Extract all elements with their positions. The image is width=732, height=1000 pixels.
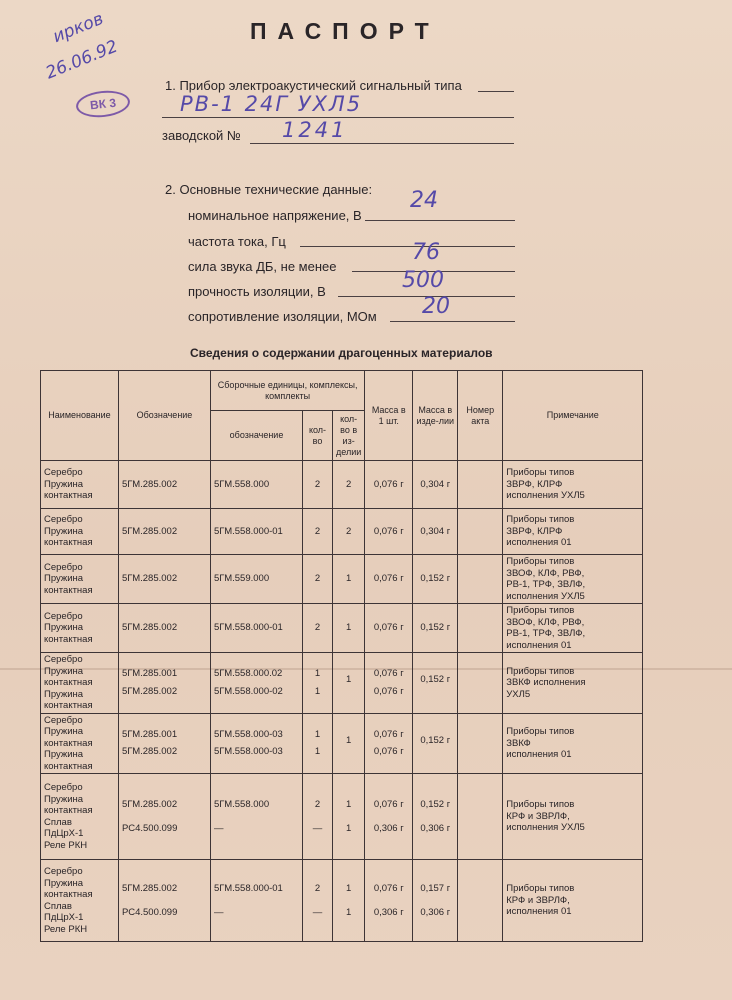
cell-qty-line: 2	[314, 883, 321, 894]
cell-mass-each	[365, 774, 413, 860]
cell-note-line: РВ-1, ТРФ, ЗВЛФ,	[506, 628, 586, 639]
cell-designation-line: 5ГМ.285.002	[122, 478, 178, 490]
cell-note-line: ЗВОФ, КЛФ, РВФ,	[506, 616, 585, 628]
cell-mass-each	[365, 461, 413, 509]
cell-mass-in-product	[413, 653, 458, 714]
header-name: Наименование	[41, 371, 119, 461]
table-row	[41, 653, 643, 714]
section2-label: 2. Основные технические данные:	[165, 182, 373, 197]
cell-note-line: исполнения 01	[506, 537, 572, 549]
cell-assembly	[211, 555, 303, 604]
cell-act-number	[458, 604, 503, 653]
cell-qty-line: 1	[314, 746, 321, 758]
cell-qty-in-product	[333, 461, 365, 509]
cell-qty	[303, 461, 333, 509]
cell-designation	[119, 509, 211, 555]
cell-name-line: Пружина	[44, 749, 84, 760]
cell-name-line: Сплав	[44, 900, 72, 912]
cell-name-line: контактная	[44, 889, 93, 900]
handwritten-date: 26.06.92	[43, 36, 121, 84]
cell-act-number	[458, 509, 503, 555]
cell-designation	[119, 555, 211, 604]
cell-qty-in-product-line: 1	[345, 622, 352, 634]
cell-mass-in-product	[413, 774, 458, 860]
cell-name-line: Реле РКН	[44, 839, 88, 851]
param-frequency-underline	[300, 246, 515, 247]
cell-assembly-line: 5ГМ.559.000	[214, 573, 270, 585]
cell-qty-in-product	[333, 713, 365, 774]
cell-name	[41, 604, 119, 653]
cell-mass-in-product-line: 0,304 г	[420, 525, 451, 537]
cell-note-line: Приборы типов	[506, 883, 575, 895]
cell-note	[503, 461, 643, 509]
cell-assembly-line: 5ГМ.558.000-01	[214, 883, 283, 894]
cell-assembly	[211, 653, 303, 714]
header-note: Примечание	[503, 371, 643, 461]
cell-mass-in-product-line: 0,152 г	[420, 573, 451, 585]
cell-note-line: ЗВКФ	[506, 737, 531, 749]
cell-mass-in-product	[413, 604, 458, 653]
cell-mass-in-product	[413, 713, 458, 774]
header-assembly-designation: обозначение	[211, 411, 303, 461]
cell-designation	[119, 653, 211, 714]
cell-qty-in-product	[333, 774, 365, 860]
cell-mass-in-product-line: 0,157 г	[420, 883, 451, 894]
cell-name-line: ПдЦрХ-1	[44, 912, 84, 923]
table-row	[41, 713, 643, 774]
cell-designation-line: 5ГМ.285.002	[122, 799, 178, 810]
cell-name-line: Серебро	[44, 782, 83, 793]
cell-note-line: УХЛ5	[506, 688, 531, 700]
cell-mass-each	[365, 860, 413, 942]
cell-qty-line: 1	[314, 685, 321, 697]
cell-note-line: Приборы типов	[506, 665, 575, 677]
table-row	[41, 461, 643, 509]
cell-name-line: контактная	[44, 760, 93, 772]
cell-designation	[119, 774, 211, 860]
table-row	[41, 555, 643, 604]
cell-note-line: исполнения 01	[506, 749, 572, 760]
cell-name-line: Пружина	[44, 573, 84, 585]
header-designation: Обозначение	[119, 371, 211, 461]
cell-note-line: Приборы типов	[506, 726, 575, 737]
header-qty-in-product: кол-во в из-делии	[333, 411, 365, 461]
cell-name-line: Пружина	[44, 478, 84, 490]
cell-qty-in-product-line: 1	[345, 799, 352, 810]
cell-designation-line: 5ГМ.285.002	[122, 573, 178, 585]
cell-note-line: исполнения 01	[506, 639, 572, 651]
cell-designation-line: 5ГМ.285.002	[122, 685, 178, 697]
cell-assembly-line: —	[214, 906, 224, 918]
cell-qty-line: 2	[314, 622, 321, 634]
cell-qty-line: 2	[314, 573, 321, 585]
cell-mass-each-line: 0,076 г	[373, 478, 404, 490]
cell-note-line: исполнения УХЛ5	[506, 490, 585, 502]
cell-mass-in-product	[413, 860, 458, 942]
header-mass-in-product: Масса в изде-лии	[413, 371, 458, 461]
cell-assembly-line: —	[214, 822, 224, 834]
cell-name-line: Сплав	[44, 816, 72, 828]
cell-designation-line: 5ГМ.285.002	[122, 622, 178, 634]
cell-note-line: ЗВКФ исполнения	[506, 677, 586, 688]
cell-qty-in-product-line: 1	[345, 734, 352, 746]
cell-note	[503, 555, 643, 604]
cell-name-line: контактная	[44, 737, 93, 749]
cell-assembly-line: 5ГМ.558.000-02	[214, 685, 283, 697]
cell-mass-each-line: 0,076 г	[373, 622, 404, 634]
inspection-stamp	[75, 88, 131, 120]
cell-name-line: контактная	[44, 537, 93, 549]
cell-qty	[303, 713, 333, 774]
param-strength-label: прочность изоляции, В	[188, 284, 326, 299]
cell-note-line: исполнения УХЛ5	[506, 822, 585, 834]
cell-qty-line: 2	[314, 525, 321, 537]
param-voltage-value: 24	[410, 188, 438, 213]
cell-name	[41, 555, 119, 604]
cell-designation-line: 5ГМ.285.001	[122, 728, 178, 740]
cell-qty	[303, 653, 333, 714]
table-row	[41, 860, 643, 942]
cell-designation-line: РС4.500.099	[122, 822, 178, 834]
cell-note	[503, 713, 643, 774]
cell-qty-line: —	[312, 822, 323, 834]
cell-name	[41, 653, 119, 714]
cell-mass-in-product-line: 0,152 г	[420, 622, 451, 634]
cell-qty-in-product-line: 2	[345, 525, 352, 537]
cell-act-number	[458, 653, 503, 714]
cell-name-line: Серебро	[44, 610, 83, 622]
param-resistance-underline	[390, 321, 515, 322]
param-strength-value: 500	[402, 268, 444, 293]
cell-name	[41, 461, 119, 509]
factory-label: заводской №	[162, 128, 241, 143]
cell-note-line: Приборы типов	[506, 556, 575, 567]
param-resistance-label: сопротивление изоляции, МОм	[188, 309, 377, 324]
cell-qty	[303, 604, 333, 653]
precious-materials-table	[40, 370, 643, 942]
cell-act-number	[458, 860, 503, 942]
param-voltage-label: номинальное напряжение, В	[188, 208, 362, 223]
cell-name-line: Пружина	[44, 525, 84, 537]
cell-qty-line: 2	[314, 478, 321, 490]
cell-mass-each-line: 0,076 г	[373, 668, 404, 680]
cell-qty-in-product	[333, 509, 365, 555]
cell-note-line: Приборы типов	[506, 605, 575, 616]
cell-note-line: Приборы типов	[506, 514, 575, 526]
cell-assembly	[211, 713, 303, 774]
cell-qty-line: —	[312, 906, 323, 918]
cell-name-line: контактная	[44, 633, 93, 645]
cell-qty-in-product	[333, 555, 365, 604]
cell-qty-line: 2	[314, 799, 321, 810]
cell-name-line: Пружина	[44, 622, 84, 634]
cell-mass-each-line: 0,076 г	[373, 525, 404, 537]
cell-mass-in-product-line: 0,152 г	[420, 734, 451, 746]
cell-note-line: РВ-1, ТРФ, ЗВЛФ,	[506, 579, 586, 590]
cell-name	[41, 774, 119, 860]
cell-act-number	[458, 774, 503, 860]
cell-name	[41, 860, 119, 942]
header-assembly: Сборочные единицы, комплексы, комплекты	[211, 371, 365, 411]
cell-name-line: контактная	[44, 805, 93, 816]
factory-underline	[250, 143, 514, 144]
cell-note-line: Приборы типов	[506, 799, 575, 811]
cell-designation	[119, 860, 211, 942]
cell-designation-line: 5ГМ.285.002	[122, 883, 178, 894]
cell-qty-in-product-line: 1	[345, 906, 352, 918]
cell-note-line: КРФ и ЗВРЛФ,	[506, 894, 570, 906]
cell-note-line: исполнения УХЛ5	[506, 590, 585, 602]
cell-qty-in-product	[333, 860, 365, 942]
cell-name	[41, 713, 119, 774]
cell-designation	[119, 713, 211, 774]
cell-note-line: исполнения 01	[506, 906, 572, 918]
cell-mass-each-line: 0,076 г	[373, 685, 404, 697]
cell-note-line: ЗВРФ, КЛРФ	[506, 525, 563, 537]
param-sound-label: сила звука ДБ, не менее	[188, 259, 337, 274]
cell-mass-each-line: 0,076 г	[373, 573, 404, 585]
param-sound-value: 76	[412, 240, 440, 265]
cell-designation-line: 5ГМ.285.001	[122, 668, 178, 680]
cell-name-line: ПдЦрХ-1	[44, 828, 84, 839]
cell-assembly-line: 5ГМ.558.000-01	[214, 525, 283, 537]
cell-mass-each-line: 0,076 г	[373, 746, 404, 758]
cell-note	[503, 509, 643, 555]
cell-name-line: Серебро	[44, 866, 83, 877]
stamp-text: ВК 3	[89, 95, 117, 113]
section1-label: 1. Прибор электроакустический сигнальный типа	[165, 78, 462, 93]
type-underline-short	[478, 91, 514, 92]
cell-mass-each-line: 0,076 г	[373, 799, 404, 810]
header-act-number: Номер акта	[458, 371, 503, 461]
cell-name-line: Пружина	[44, 877, 84, 889]
cell-assembly-line: 5ГМ.558.000-03	[214, 746, 283, 758]
cell-qty-in-product-line: 1	[345, 822, 352, 834]
cell-assembly	[211, 860, 303, 942]
cell-qty-in-product	[333, 653, 365, 714]
cell-assembly-line: 5ГМ.558.000-03	[214, 728, 283, 740]
cell-mass-in-product-line: 0,152 г	[420, 674, 451, 685]
cell-designation-line: 5ГМ.285.002	[122, 746, 178, 758]
cell-name-line: Серебро	[44, 514, 83, 526]
factory-value: 1241	[282, 118, 348, 142]
cell-assembly-line: 5ГМ.558.000	[214, 478, 270, 490]
cell-mass-each	[365, 604, 413, 653]
cell-act-number	[458, 461, 503, 509]
cell-mass-each-line: 0,306 г	[373, 822, 404, 834]
cell-name-line: Пружина	[44, 688, 84, 700]
cell-mass-each-line: 0,076 г	[373, 728, 404, 740]
cell-name-line: контактная	[44, 490, 93, 502]
cell-note	[503, 774, 643, 860]
cell-name-line: Пружина	[44, 793, 84, 805]
cell-designation-line: РС4.500.099	[122, 906, 178, 918]
cell-name-line: Серебро	[44, 561, 83, 573]
param-resistance-value: 20	[422, 294, 450, 319]
cell-name-line: Пружина	[44, 726, 84, 737]
cell-name-line: Серебро	[44, 467, 83, 479]
cell-designation	[119, 461, 211, 509]
cell-qty	[303, 555, 333, 604]
cell-note-line: ЗВОФ, КЛФ, РВФ,	[506, 567, 585, 579]
cell-assembly	[211, 774, 303, 860]
table-row	[41, 774, 643, 860]
cell-mass-in-product-line: 0,306 г	[420, 906, 451, 918]
cell-qty	[303, 774, 333, 860]
cell-qty	[303, 860, 333, 942]
cell-name-line: Реле РКН	[44, 923, 88, 935]
type-value: РВ-1 24Г УХЛ5	[180, 92, 363, 116]
cell-note	[503, 653, 643, 714]
cell-assembly-line: 5ГМ.558.000-01	[214, 622, 283, 634]
cell-qty-line: 1	[314, 668, 321, 680]
cell-mass-in-product-line: 0,304 г	[420, 478, 451, 490]
param-voltage-underline	[365, 220, 515, 221]
cell-mass-each	[365, 509, 413, 555]
cell-qty-in-product	[333, 604, 365, 653]
cell-mass-in-product	[413, 555, 458, 604]
cell-mass-each-line: 0,306 г	[373, 906, 404, 918]
cell-qty-in-product-line: 1	[345, 573, 352, 585]
cell-mass-in-product-line: 0,152 г	[420, 799, 451, 810]
cell-note	[503, 604, 643, 653]
cell-name-line: Пружина	[44, 665, 84, 677]
cell-name-line: контактная	[44, 584, 93, 596]
cell-designation	[119, 604, 211, 653]
cell-assembly	[211, 461, 303, 509]
table-heading: Сведения о содержании драгоценных материалов	[190, 346, 493, 360]
cell-name-line: Серебро	[44, 654, 83, 665]
cell-note-line: Приборы типов	[506, 467, 575, 479]
cell-note	[503, 860, 643, 942]
cell-qty-in-product-line: 2	[345, 478, 352, 490]
header-mass-each: Масса в 1 шт.	[365, 371, 413, 461]
cell-mass-each-line: 0,076 г	[373, 883, 404, 894]
cell-mass-in-product-line: 0,306 г	[420, 822, 451, 834]
cell-name-line: контактная	[44, 677, 93, 688]
cell-name	[41, 509, 119, 555]
handwritten-note: ирков	[50, 8, 107, 48]
cell-assembly-line: 5ГМ.558.000.02	[214, 668, 283, 680]
page-title: ПАСПОРТ	[250, 18, 440, 44]
header-qty: кол-во	[303, 411, 333, 461]
cell-mass-each	[365, 713, 413, 774]
table-row	[41, 509, 643, 555]
cell-assembly-line: 5ГМ.558.000	[214, 799, 270, 810]
cell-assembly	[211, 509, 303, 555]
cell-act-number	[458, 555, 503, 604]
cell-note-line: ЗВРФ, КЛРФ	[506, 478, 563, 490]
cell-act-number	[458, 713, 503, 774]
cell-assembly	[211, 604, 303, 653]
cell-mass-each	[365, 555, 413, 604]
cell-mass-in-product	[413, 509, 458, 555]
cell-note-line: КРФ и ЗВРЛФ,	[506, 810, 570, 822]
cell-mass-each	[365, 653, 413, 714]
cell-designation-line: 5ГМ.285.002	[122, 525, 178, 537]
cell-qty-in-product-line: 1	[345, 883, 352, 894]
cell-name-line: Серебро	[44, 714, 83, 726]
cell-qty-in-product-line: 1	[345, 674, 352, 685]
cell-qty	[303, 509, 333, 555]
param-frequency-label: частота тока, Гц	[188, 234, 286, 249]
table-row	[41, 604, 643, 653]
cell-name-line: контактная	[44, 700, 93, 711]
cell-mass-in-product	[413, 461, 458, 509]
cell-qty-line: 1	[314, 728, 321, 740]
